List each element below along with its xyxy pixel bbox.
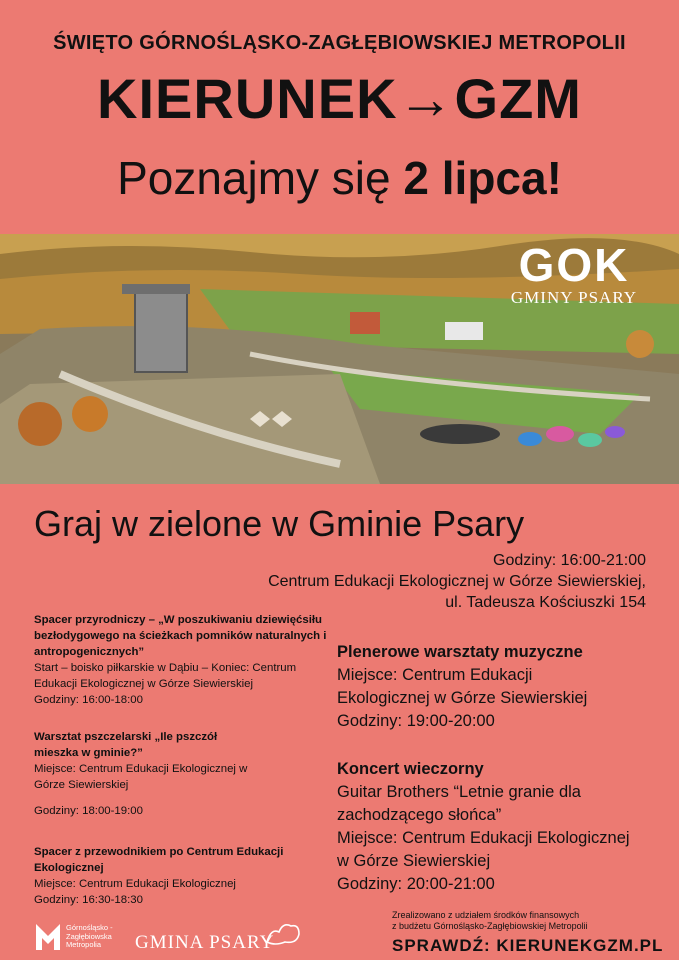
- event-details: Miejsce: Centrum Edukacji Ekologicznej w Górze Siewierskiej: [337, 829, 630, 870]
- gzm-logo: [34, 920, 144, 954]
- event-title: Plenerowe warsztaty muzyczne: [337, 643, 583, 661]
- event-hours: Godziny: 16:00-18:00: [34, 694, 143, 706]
- event-title: KIERUNEK→GZM: [97, 67, 582, 130]
- left-event-1: [34, 612, 334, 708]
- venue-line1: Centrum Edukacji Ekologicznej w Górze Siewierskiej,: [268, 573, 646, 590]
- event-title: Warsztat pszczelarski „Ile pszczół mieszka w gminie?”: [34, 731, 218, 759]
- left-event-2: [34, 729, 264, 819]
- event-title: Spacer z przewodnikiem po Centrum Edukacji Ekologicznej: [34, 846, 284, 874]
- event-title: Koncert wieczorny: [337, 760, 484, 778]
- website-link[interactable]: SPRAWDŹ: KIERUNEKGZM.PL: [392, 936, 664, 955]
- funding-line2: z budżetu Górnośląsko-Zagłębiowskiej Metropolii: [392, 921, 588, 931]
- event-details: Miejsce: Centrum Edukacji Ekologicznej w Górze Siewierskiej: [34, 763, 248, 791]
- event-performer: Guitar Brothers “Letnie granie dla zachodzącego słońca”: [337, 783, 581, 824]
- venue-info: [268, 550, 646, 613]
- date-bold: 2 lipca!: [403, 152, 562, 204]
- gmina-psary-text: GMINA PSARY: [135, 932, 275, 953]
- event-hours: Godziny: 16:30-18:30: [34, 894, 143, 906]
- event-title: Spacer przyrodniczy – „W poszukiwaniu dziewięćsiłu bezłodygowego na ścieżkach pomników naturalnych i antropogenicznych”: [34, 614, 327, 658]
- gok-logo: [510, 239, 637, 308]
- venue-hours: Godziny: 16:00-21:00: [493, 552, 646, 569]
- funding-line1: Zrealizowano z udziałem środków finansowych: [392, 910, 580, 920]
- gok-logo-big: GOK: [518, 239, 630, 291]
- event-subtitle: ŚWIĘTO GÓRNOŚLĄSKO-ZAGŁĘBIOWSKIEJ METROPOLII: [53, 32, 626, 54]
- event-hours: Godziny: 19:00-20:00: [337, 712, 495, 730]
- funding-note: [392, 910, 588, 932]
- event-hours: Godziny: 18:00-19:00: [34, 805, 143, 817]
- right-event-2: [337, 758, 632, 896]
- venue-line2: ul. Tadeusza Kościuszki 154: [445, 594, 646, 611]
- gmina-psary-logo: [135, 918, 315, 954]
- right-event-1: [337, 641, 627, 733]
- event-details: Miejsce: Centrum Edukacji Ekologicznej: [34, 878, 236, 890]
- event-details: Start – boisko piłkarskie w Dąbiu – Koniec: Centrum Edukacji Ekologicznej w Górze Siewierskiej: [34, 662, 297, 690]
- map-outline-icon: [263, 918, 303, 948]
- gzm-m-icon: [34, 920, 62, 952]
- event-details: Miejsce: Centrum Edukacji Ekologicznej w Górze Siewierskiej: [337, 666, 588, 707]
- event-date: [0, 148, 679, 208]
- date-prefix: Poznajmy się: [117, 152, 404, 204]
- left-event-3: [34, 844, 314, 908]
- event-hours: Godziny: 20:00-21:00: [337, 875, 495, 893]
- gok-logo-small: GMINY PSARY: [510, 288, 637, 307]
- section-title: Graj w zielone w Gminie Psary: [34, 503, 525, 544]
- gzm-logo-text: Górnośląsko -Zagłębiowska Metropolia: [66, 923, 113, 949]
